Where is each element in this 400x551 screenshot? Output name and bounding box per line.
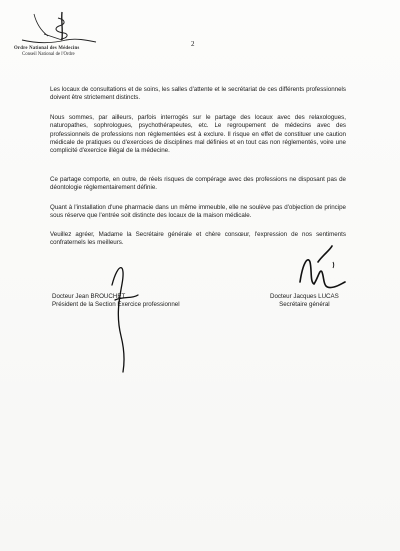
signature-left-icon	[112, 268, 138, 372]
signatory-title-right: Secrétaire général	[279, 301, 330, 308]
paragraph-5: Veuillez agréer, Madame la Secrétaire générale et chère consœur, l'expression de nos sentiments confraternels les meilleurs.	[50, 231, 346, 247]
caduceus-icon	[14, 10, 104, 50]
org-name: Ordre National des Médecins	[14, 46, 80, 51]
signatory-title-left: Président de la Section Exercice professionnel	[52, 301, 180, 308]
page-number: 2	[191, 40, 195, 48]
paragraph-3: Ce partage comporte, en outre, de réels risques de compérage avec des professions ne disposant pas de déontologie réglementairement définie.	[50, 176, 346, 192]
org-subtitle: Conseil National de l'Ordre	[22, 52, 75, 57]
signature-block-left	[52, 293, 180, 309]
signatory-name-left: Docteur Jean BROUCHET	[52, 293, 126, 300]
paragraph-2: Nous sommes, par ailleurs, parfois interrogés sur le partage des locaux avec des relaxologues, naturopathes, sophrologues, psychothérapeutes, etc. Le regroupement de médecins avec des professionnels de professions non réglementées est à exclure. Il risque en effet de constituer une caution médicale de pratiques ou d'exercices de disciplines mal définies et en tout cas non réglementés, voire une complicité d'exercice illégal de la médecine.	[50, 114, 346, 154]
signature-right-icon	[300, 246, 345, 288]
signature-block-right	[270, 293, 339, 309]
signatory-name-right: Docteur Jacques LUCAS	[270, 293, 339, 300]
paragraph-4: Quant à l'installation d'une pharmacie dans un même immeuble, elle ne soulève pas d'objection de principe sous réserve que l'entrée soit distincte des locaux de la maison médicale.	[50, 204, 346, 220]
paragraph-1: Les locaux de consultations et de soins, les salles d'attente et le secrétariat de ces différents professionnels doivent être strictement distincts.	[50, 86, 346, 102]
